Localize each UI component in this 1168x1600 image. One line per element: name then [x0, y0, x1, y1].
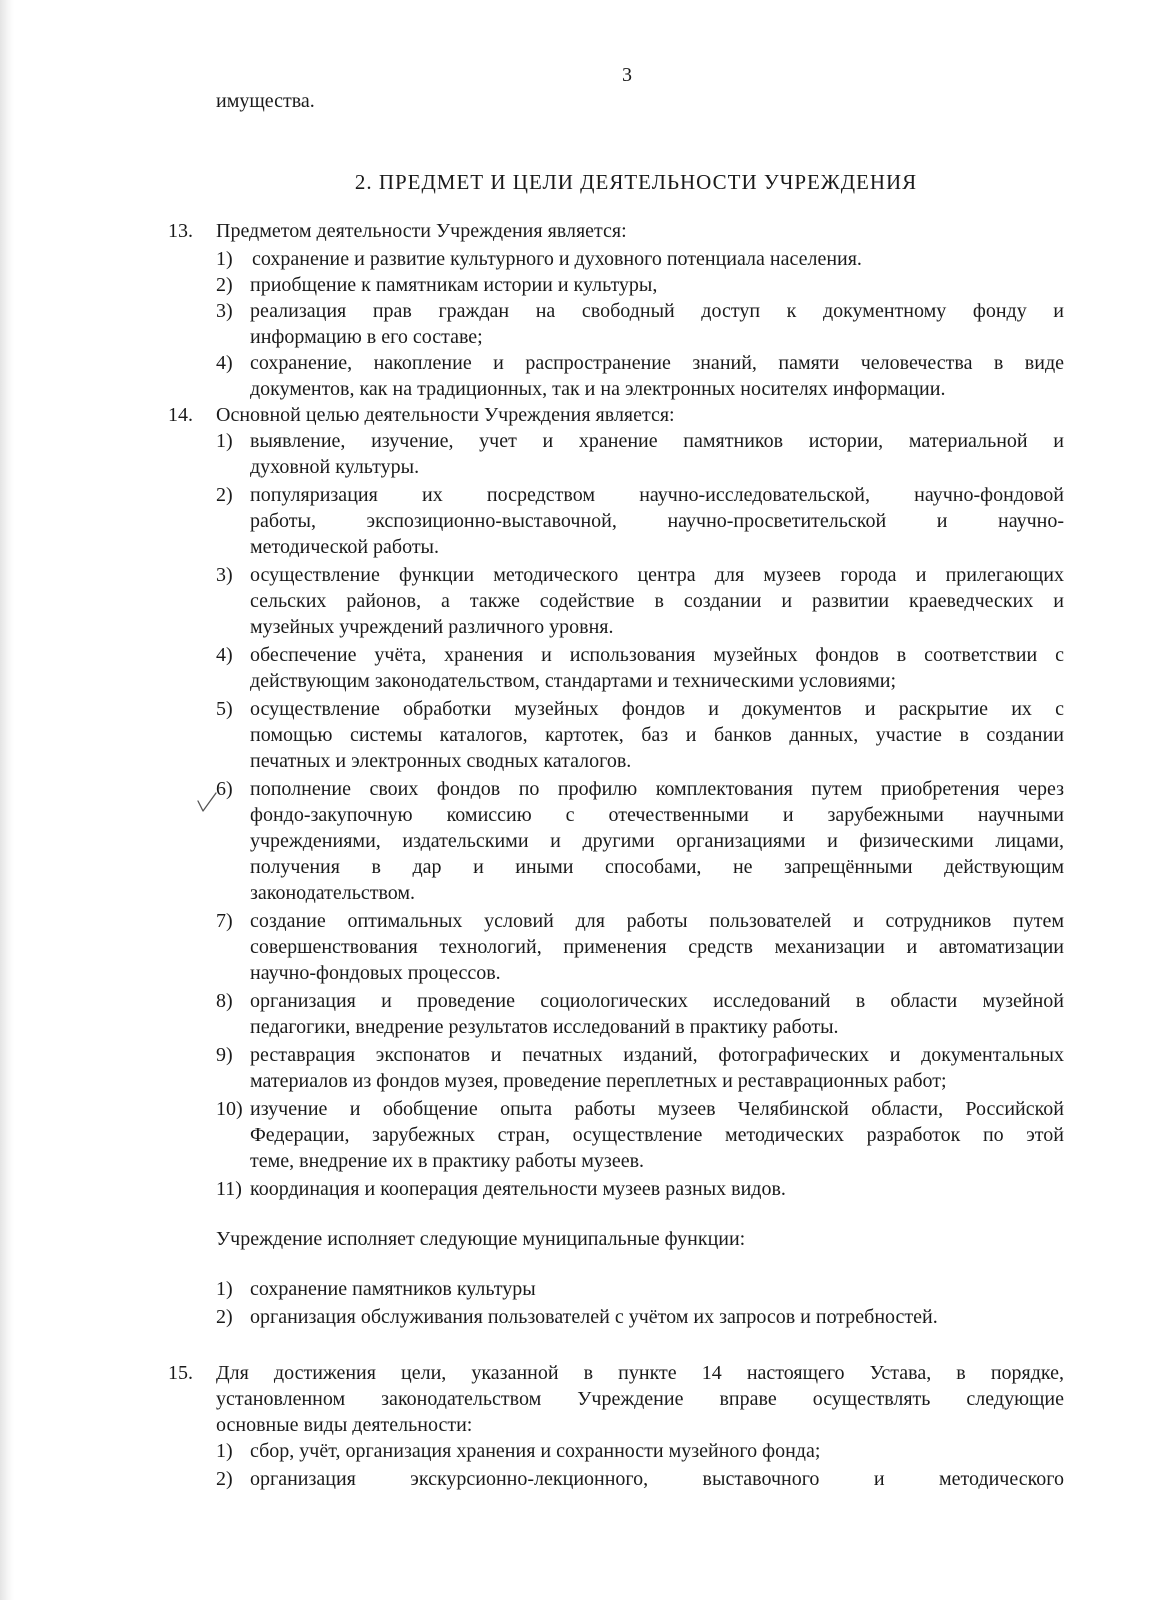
clause-13-item-number: 2) [216, 274, 233, 296]
clause-14-item-number: 1) [216, 430, 233, 452]
clause-14-item-line: популяризация их посредством научно-исследовательской, научно-фондовой [250, 484, 1064, 506]
clause-14-item-number: 8) [216, 990, 233, 1012]
clause-14-item-line: действующим законодательством, стандартами и техническими условиями; [250, 670, 897, 692]
clause-13-intro: Предметом деятельности Учреждения является: [216, 220, 627, 242]
function-item-number: 1) [216, 1278, 233, 1300]
clause-14-item-line: учреждениями, издательскими и другими организациями и физическими лицами, [250, 830, 1064, 852]
clause-14-item-line: работы, экспозиционно-выставочной, научно-просветительской и научно- [250, 510, 1064, 532]
clause-14-item-number: 4) [216, 644, 233, 666]
clause-14-item-line: координация и кооперация деятельности музеев разных видов. [250, 1178, 786, 1200]
clause-14-intro: Основной целью деятельности Учреждения является: [216, 404, 675, 426]
function-item-text: организация обслуживания пользователей с учётом их запросов и потребностей. [250, 1306, 938, 1328]
clause-14-number: 14. [168, 404, 193, 426]
scan-edge-shadow [0, 0, 14, 1600]
clause-15-number: 15. [168, 1362, 193, 1384]
clause-15-line: Для достижения цели, указанной в пункте 14 настоящего Устава, в порядке, [216, 1362, 1064, 1384]
clause-13-item-text: приобщение к памятникам истории и культуры, [250, 274, 658, 296]
carryover-text: имущества. [216, 90, 315, 112]
page-number: 3 [622, 64, 632, 86]
section-heading: 2. ПРЕДМЕТ И ЦЕЛИ ДЕЯТЕЛЬНОСТИ УЧРЕЖДЕНИЯ [354, 170, 918, 194]
clause-14-item-number: 5) [216, 698, 233, 720]
clause-13-item-text: информацию в его составе; [250, 326, 483, 348]
clause-14-item-line: методической работы. [250, 536, 439, 558]
clause-14-item-line: осуществление обработки музейных фондов и документов и раскрытие их с [250, 698, 1064, 720]
clause-13-item-text: сохранение, накопление и распространение знаний, памяти человечества в виде [250, 352, 1064, 374]
clause-14-item-line: педагогики, внедрение результатов исследований в практику работы. [250, 1016, 839, 1038]
clause-14-item-line: сельских районов, а также содействие в создании и развитии краеведческих и [250, 590, 1064, 612]
clause-14-item-line: теме, внедрение их в практику работы музеев. [250, 1150, 645, 1172]
function-item-number: 2) [216, 1306, 233, 1328]
clause-13-item-text: сохранение и развитие культурного и духовного потенциала населения. [252, 248, 862, 270]
clause-14-item-number: 6) [216, 778, 233, 800]
clause-14-item-line: пополнение своих фондов по профилю комплектования путем приобретения через [250, 778, 1064, 800]
clause-15-line: установленном законодательством Учреждение вправе осуществлять следующие [216, 1388, 1064, 1410]
clause-13-item-text: реализация прав граждан на свободный доступ к документному фонду и [250, 300, 1064, 322]
clause-14-item-line: осуществление функции методического центра для музеев города и прилегающих [250, 564, 1064, 586]
clause-14-item-line: музейных учреждений различного уровня. [250, 616, 614, 638]
clause-14-item-number: 3) [216, 564, 233, 586]
clause-14-item-number: 11) [216, 1178, 242, 1200]
functions-intro: Учреждение исполняет следующие муниципальные функции: [216, 1228, 746, 1250]
clause-14-item-line: создание оптимальных условий для работы пользователей и сотрудников путем [250, 910, 1064, 932]
clause-15-item-text: организация экскурсионно-лекционного, выставочного и методического [250, 1468, 1064, 1490]
clause-14-item-number: 10) [216, 1098, 243, 1120]
clause-13-number: 13. [168, 220, 193, 242]
clause-14-item-line: законодательством. [250, 882, 416, 904]
clause-14-item-line: помощью системы каталогов, картотек, баз и банков данных, участие в создании [250, 724, 1064, 746]
clause-14-item-number: 7) [216, 910, 233, 932]
clause-14-item-line: реставрация экспонатов и печатных изданий, фотографических и документальных [250, 1044, 1064, 1066]
clause-13-item-number: 1) [216, 248, 233, 270]
clause-14-item-line: духовной культуры. [250, 456, 420, 478]
clause-13-item-number: 4) [216, 352, 233, 374]
clause-14-item-line: выявление, изучение, учет и хранение памятников истории, материальной и [250, 430, 1064, 452]
handwritten-check-mark-icon [196, 791, 218, 815]
clause-14-item-line: фондо-закупочную комиссию с отечественными и зарубежными научными [250, 804, 1064, 826]
clause-14-item-number: 9) [216, 1044, 233, 1066]
clause-14-item-line: получения в дар и иными способами, не запрещёнными действующим [250, 856, 1064, 878]
clause-13-item-number: 3) [216, 300, 233, 322]
clause-14-item-line: материалов из фондов музея, проведение переплетных и реставрационных работ; [250, 1070, 947, 1092]
clause-15-item-text: сбор, учёт, организация хранения и сохранности музейного фонда; [250, 1440, 821, 1462]
clause-14-item-line: совершенствования технологий, применения средств механизации и автоматизации [250, 936, 1064, 958]
clause-14-item-line: изучение и обобщение опыта работы музеев Челябинской области, Российской [250, 1098, 1064, 1120]
clause-15-item-number: 2) [216, 1468, 233, 1490]
clause-14-item-line: организация и проведение социологических исследований в области музейной [250, 990, 1064, 1012]
clause-14-item-line: научно-фондовых процессов. [250, 962, 501, 984]
clause-14-item-number: 2) [216, 484, 233, 506]
clause-14-item-line: печатных и электронных сводных каталогов. [250, 750, 632, 772]
clause-15-line: основные виды деятельности: [216, 1414, 473, 1436]
clause-15-item-number: 1) [216, 1440, 233, 1462]
function-item-text: сохранение памятников культуры [250, 1278, 536, 1300]
clause-14-item-line: Федерации, зарубежных стран, осуществление методических разработок по этой [250, 1124, 1064, 1146]
clause-13-item-text: документов, как на традиционных, так и на электронных носителях информации. [250, 378, 946, 400]
clause-14-item-line: обеспечение учёта, хранения и использования музейных фондов в соответствии с [250, 644, 1064, 666]
